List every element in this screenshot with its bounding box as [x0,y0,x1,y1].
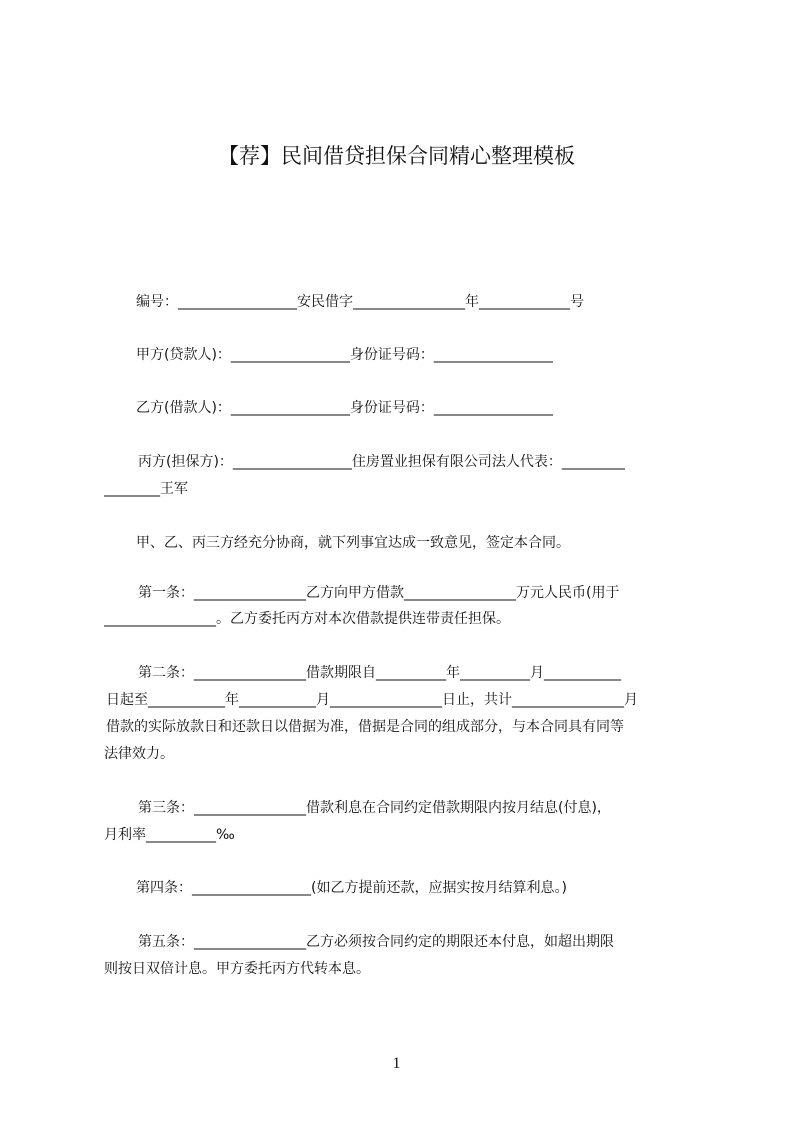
preamble-line: 甲、乙、丙三方经充分协商，就下列事宜达成一致意见，签定本合同。 [136,535,570,551]
article-1-line-1: 第一条：________________乙方向甲方借款________________万元人民币(用于 [138,585,620,601]
document-title: 【荐】民间借贷担保合同精心整理模板 [218,144,575,168]
article-2-line-3: 借款的实际放款日和还款日以借据为准，借据是合同的组成部分，与本合同具有同等 [106,719,624,735]
party-a-line: 甲方(贷款人)：_________________身份证号码：_________________ [136,347,553,363]
party-c-line-1: 丙方(担保方)：_________________住房置业担保有限公司法人代表：_________ [138,454,625,470]
article-5-line-2: 则按日双倍计息。甲方委托丙方代转本息。 [104,961,370,977]
article-3-line-2: 月利率__________‰ [104,827,235,843]
article-2-line-4: 法律效力。 [104,746,174,762]
article-3-line-1: 第三条：________________借款利息在合同约定借款期限内按月结息(付息)， [138,800,611,816]
article-4-line: 第四条：_________________(如乙方提前还款，应据实按月结算利息。) [136,880,567,896]
contract-number-line: 编号：_________________安民借字________________年_____________号 [136,294,584,310]
party-c-line-2: ________王军 [104,481,188,497]
page-number: 1 [392,1055,401,1072]
article-2-line-2: 日起至___________年___________月________________日止，共计________________月 [106,692,638,708]
article-1-line-2: ________________。乙方委托丙方对本次借款提供连带责任担保。 [104,611,510,627]
party-b-line: 乙方(借款人)：_________________身份证号码：_________________ [136,400,553,416]
article-5-line-1: 第五条：________________乙方必须按合同约定的期限还本付息，如超出期限 [138,934,614,950]
article-2-line-1: 第二条：________________借款期限自__________年__________月___________ [138,665,621,681]
